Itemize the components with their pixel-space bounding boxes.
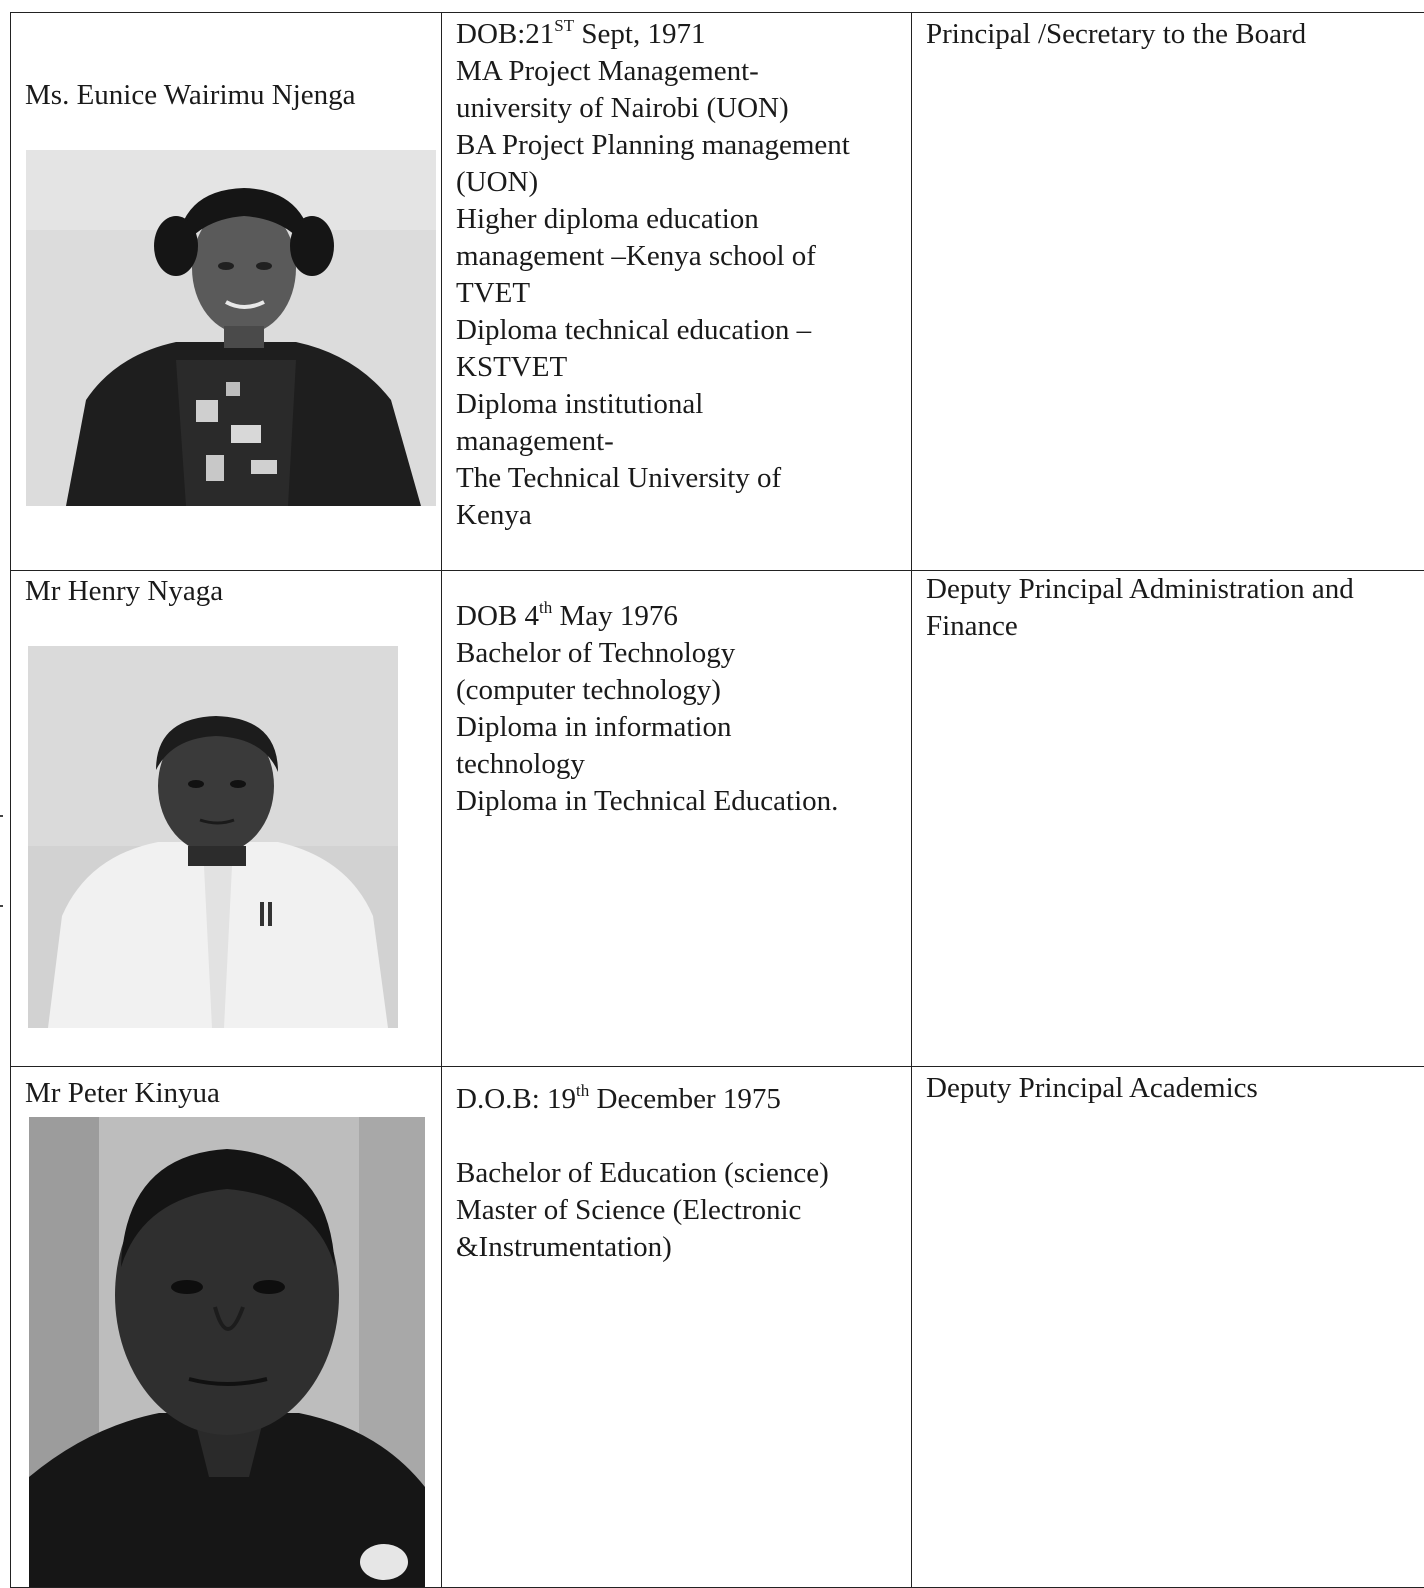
table-row xyxy=(11,571,1424,1067)
qualification-line: Diploma in information xyxy=(456,709,899,746)
staff-role: Principal /Secretary to the Board xyxy=(926,16,1423,53)
name-cell xyxy=(11,13,442,571)
qualification-line: university of Nairobi (UON) xyxy=(456,90,899,127)
spacer xyxy=(456,1118,899,1155)
name-cell xyxy=(11,1067,442,1588)
role-cell xyxy=(912,13,1424,571)
staff-photo xyxy=(26,150,436,506)
qualifications-cell xyxy=(442,571,912,1067)
role-cell xyxy=(912,571,1424,1067)
staff-role: Deputy Principal Administration and xyxy=(926,571,1423,608)
qualification-line: Diploma institutional xyxy=(456,386,899,423)
qualification-line: management –Kenya school of xyxy=(456,238,899,275)
staff-photo xyxy=(28,646,398,1028)
staff-role: Deputy Principal Academics xyxy=(926,1070,1423,1107)
staff-name: Mr Henry Nyaga xyxy=(25,573,429,610)
qualification-line: The Technical University of xyxy=(456,460,899,497)
qualification-line: TVET xyxy=(456,275,899,312)
qualifications-cell xyxy=(442,13,912,571)
staff-photo xyxy=(29,1117,425,1587)
role-cell xyxy=(912,1067,1424,1588)
qualification-line: Diploma technical education – xyxy=(456,312,899,349)
qualification-line: (computer technology) xyxy=(456,672,899,709)
qualification-line: KSTVET xyxy=(456,349,899,386)
qualifications-cell xyxy=(442,1067,912,1588)
date-of-birth: D.O.B: 19th December 1975 xyxy=(456,1081,899,1118)
date-of-birth: DOB:21ST Sept, 1971 xyxy=(456,16,899,53)
date-of-birth: DOB 4th May 1976 xyxy=(456,598,899,635)
name-cell xyxy=(11,571,442,1067)
qualification-line: technology xyxy=(456,746,899,783)
staff-role: Finance xyxy=(926,608,1423,645)
staff-table xyxy=(10,12,1424,1588)
portrait-photo-man-closeup-icon xyxy=(29,1117,425,1587)
qualification-line: Bachelor of Education (science) xyxy=(456,1155,899,1192)
qualification-line: Master of Science (Electronic xyxy=(456,1192,899,1229)
qualification-line: &Instrumentation) xyxy=(456,1229,899,1266)
portrait-photo-man-icon xyxy=(28,646,398,1028)
portrait-photo-woman-icon xyxy=(26,150,436,506)
qualification-line: Higher diploma education xyxy=(456,201,899,238)
qualification-line: Kenya xyxy=(456,497,899,534)
qualification-line: Bachelor of Technology xyxy=(456,635,899,672)
staff-name: Mr Peter Kinyua xyxy=(25,1075,429,1112)
qualification-line: (UON) xyxy=(456,164,899,201)
table-row xyxy=(11,1067,1424,1588)
qualification-line: Diploma in Technical Education. xyxy=(456,783,899,820)
qualification-line: management- xyxy=(456,423,899,460)
margin-mark xyxy=(0,905,3,907)
staff-name: Ms. Eunice Wairimu Njenga xyxy=(25,77,429,114)
qualification-line: MA Project Management- xyxy=(456,53,899,90)
qualification-line: BA Project Planning management xyxy=(456,127,899,164)
margin-mark xyxy=(0,815,3,817)
table-row xyxy=(11,13,1424,571)
